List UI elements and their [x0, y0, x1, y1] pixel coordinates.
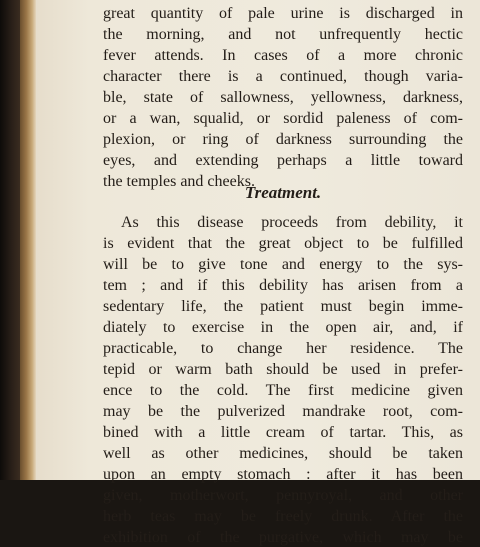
- text-line: fever attends. In cases of a more chronic: [103, 47, 463, 64]
- book-binding: [0, 0, 20, 480]
- text-line: As this disease proceeds from debility, it: [121, 214, 463, 231]
- text-line: given, motherwort, pennyroyal, and other: [103, 487, 463, 504]
- text-line: will be to give tone and energy to the sys-: [103, 256, 463, 273]
- text-line: eyes, and extending perhaps a little toward: [103, 152, 463, 169]
- text-line: exhibition of the purgative, which may be: [103, 529, 463, 546]
- book-page: [36, 0, 480, 546]
- text-line: ble, state of sallowness, yellowness, darkness,: [103, 89, 463, 106]
- text-line: great quantity of pale urine is discharged in: [103, 5, 463, 22]
- text-line: herb teas may be freely drunk. After the: [103, 508, 463, 525]
- text-line: tem ; and if this debility has arisen from a: [103, 277, 463, 294]
- text-line: well as other medicines, should be taken: [103, 445, 463, 462]
- text-line: the temples and cheeks.: [103, 173, 255, 190]
- text-line: may be the pulverized mandrake root, com-: [103, 403, 463, 420]
- text-line: is evident that the great object to be fulfilled: [103, 235, 463, 252]
- text-line: ence to the cold. The first medicine given: [103, 382, 463, 399]
- text-line: practicable, to change her residence. The: [103, 340, 463, 357]
- text-line: upon an empty stomach : after it has been: [103, 466, 463, 483]
- text-line: character there is a continued, though varia-: [103, 68, 463, 85]
- text-line: the morning, and not unfrequently hectic: [103, 26, 463, 43]
- text-line: plexion, or ring of darkness surrounding the: [103, 131, 463, 148]
- page-edges: [20, 0, 36, 480]
- section-heading: Treatment.: [244, 183, 322, 202]
- text-line: sedentary life, the patient must begin imme-: [103, 298, 463, 315]
- text-line: tepid or warm bath should be used in prefer-: [103, 361, 463, 378]
- text-line: diately to exercise in the open air, and, if: [103, 319, 463, 336]
- text-line: or a wan, squalid, or sordid paleness of com-: [103, 110, 463, 127]
- text-line: bined with a little cream of tartar. This, as: [103, 424, 463, 441]
